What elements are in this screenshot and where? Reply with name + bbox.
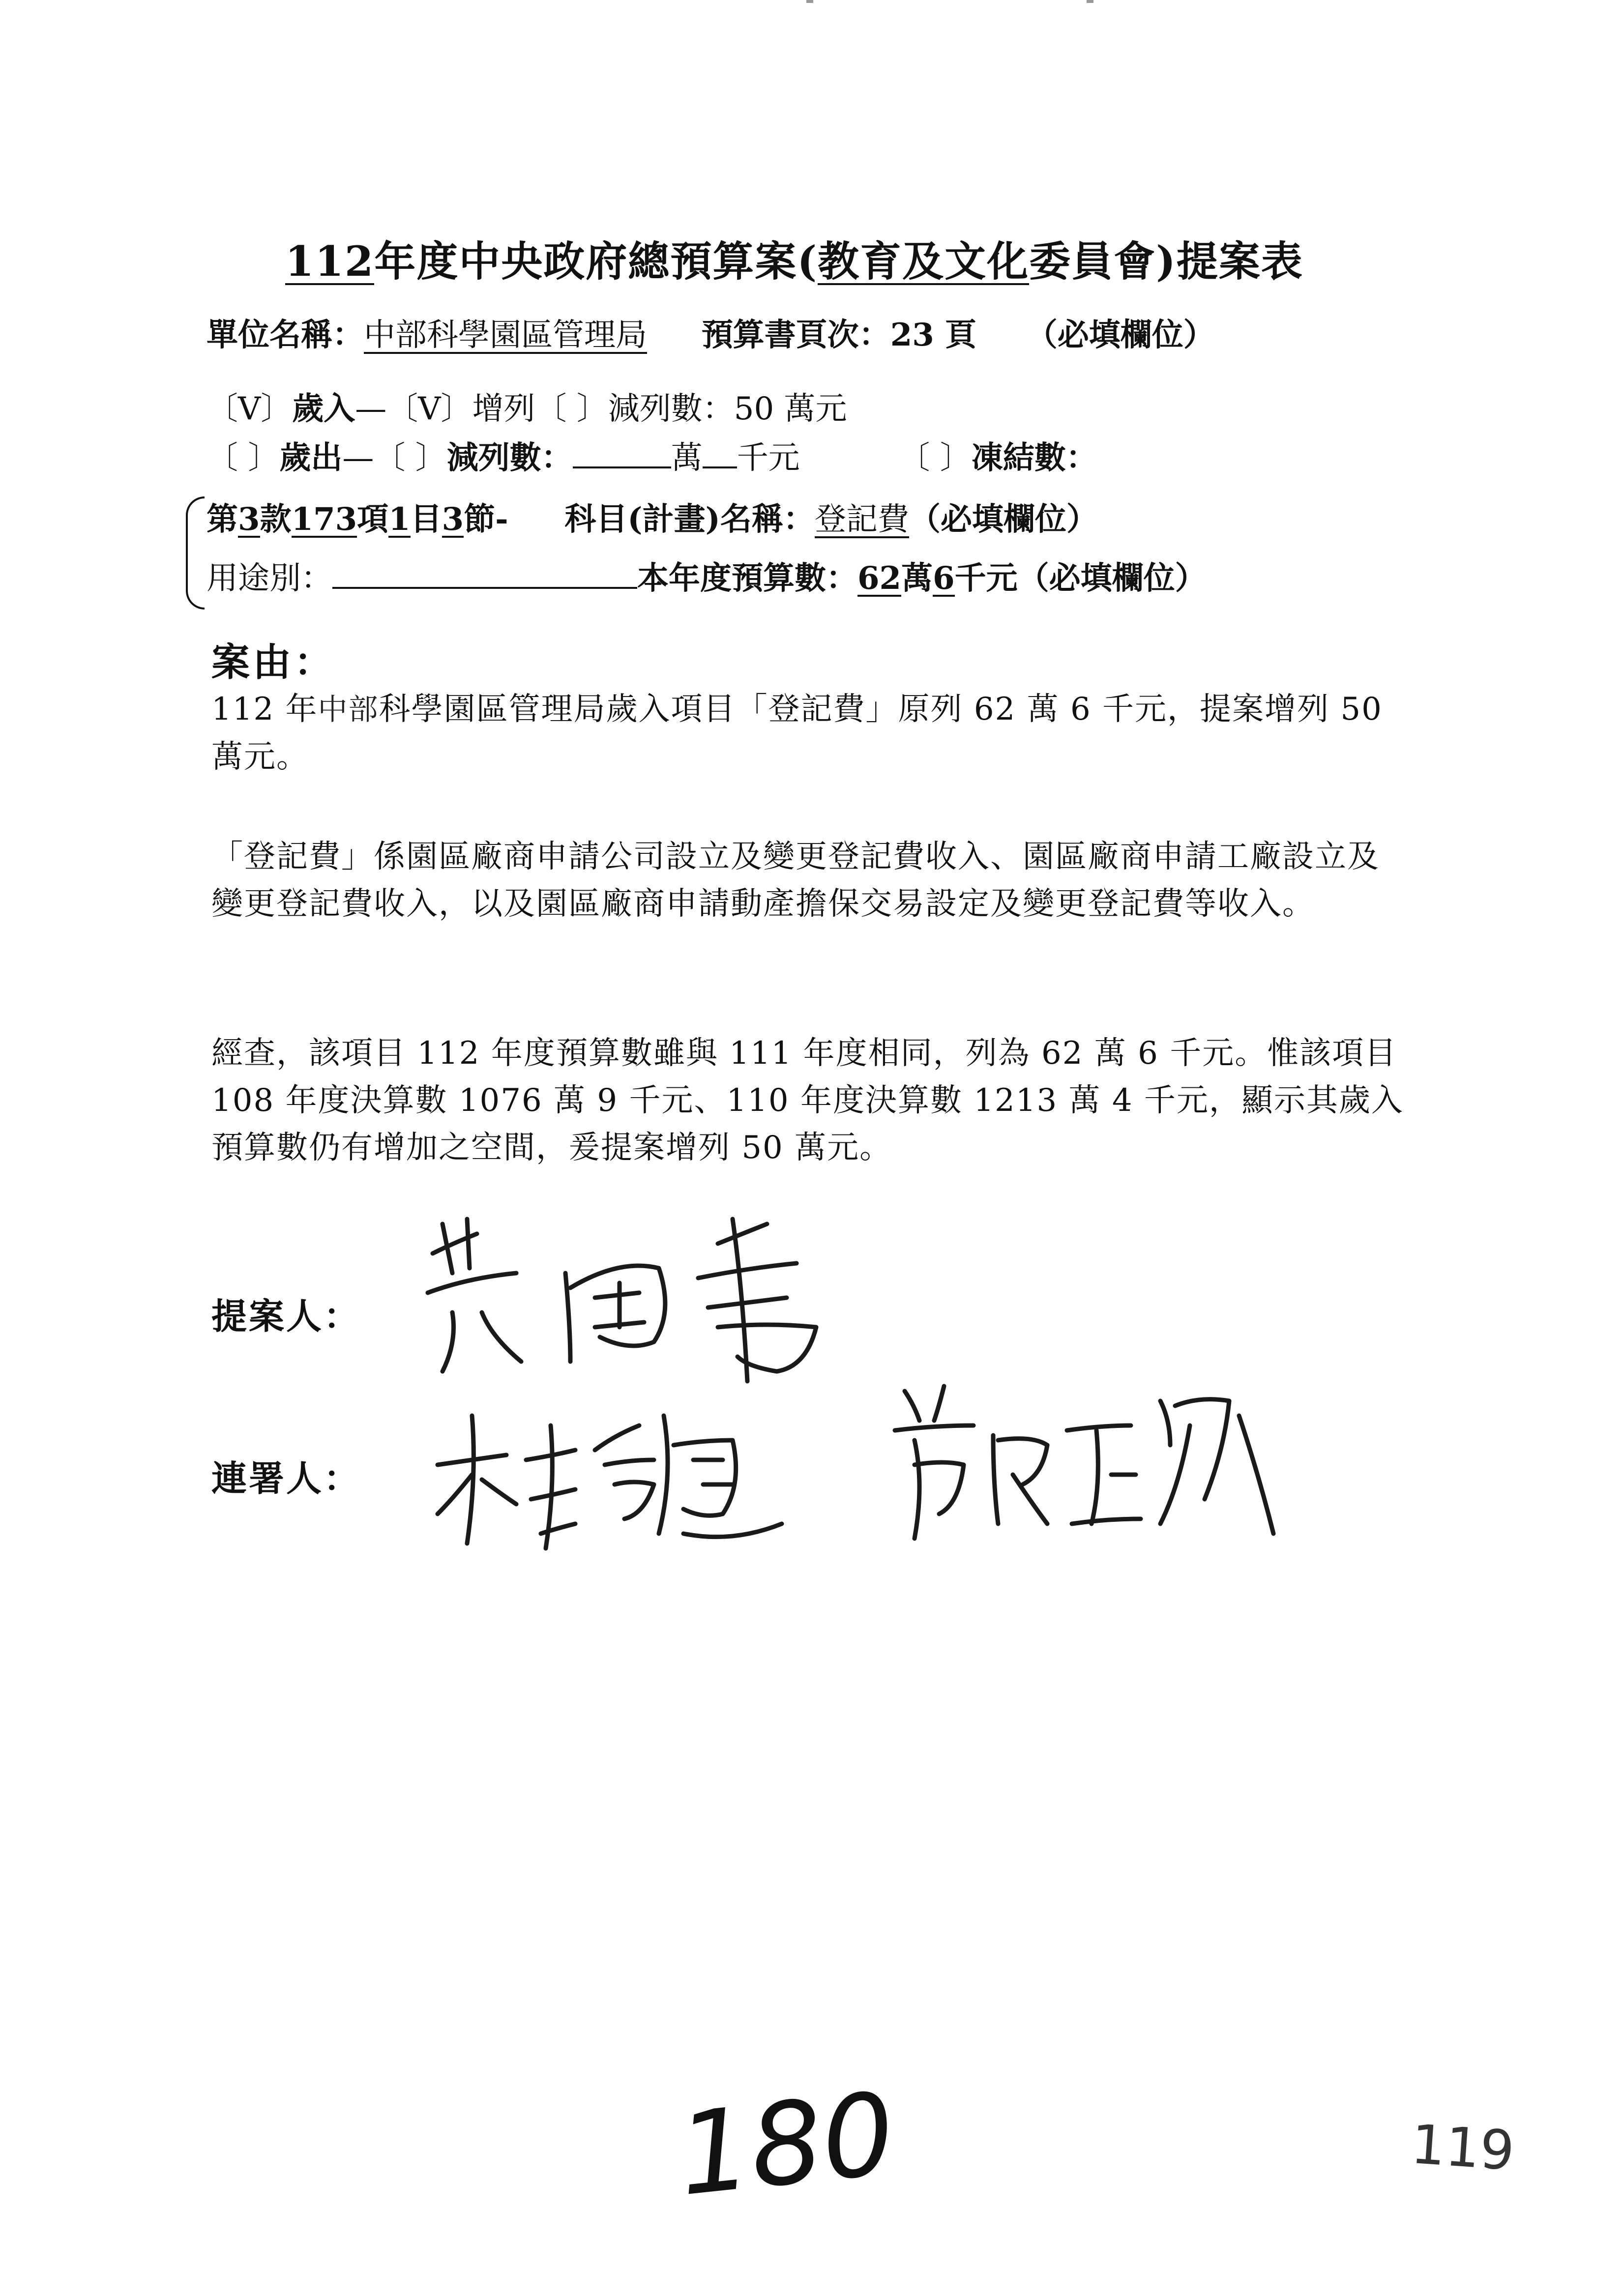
use-blank: [332, 555, 637, 589]
revenue-row: [207, 383, 847, 429]
p1-prefix: 112 年: [211, 691, 318, 727]
reason-paragraph-2: 「登記費」係園區廠商申請公司設立及變更登記費收入、園區廠商申請工廠設立及變更登記費收入，以及園區廠商申請動產擔保交易設定及變更登記費等收入。: [211, 839, 1380, 922]
budget-wan-number: 62: [857, 560, 902, 597]
budget-qian-number: 6: [933, 560, 955, 597]
scan-mark: [806, 0, 813, 3]
stamp-number: 180: [672, 2068, 901, 2222]
add-checkbox: 〔V〕: [386, 391, 472, 427]
revenue-label: 歲入: [292, 390, 355, 427]
section-bracket: [186, 496, 205, 610]
jie-number: 3: [442, 501, 464, 538]
title-committee: 教育及文化: [818, 237, 1030, 286]
expense-cut-label: 減列數：: [446, 439, 573, 476]
freeze-label: 凍結數：: [971, 439, 1097, 476]
xiang-number: 173: [291, 501, 357, 538]
unit-value: 中部科學園區管理局: [364, 317, 647, 353]
page-value: 23 頁: [890, 317, 977, 353]
kuan-number: 3: [238, 501, 260, 538]
expense-row: [207, 433, 1097, 478]
expense-checkbox: 〔 〕: [207, 440, 280, 476]
expense-dash: —: [342, 440, 374, 476]
subject-value: 登記費: [814, 501, 909, 538]
budget-required: （必填欄位）: [1017, 560, 1207, 597]
title-part2: 委員會)提案表: [1029, 237, 1303, 286]
page-label: 預算書頁次：: [701, 317, 890, 353]
cosigner-signature-1: [428, 1386, 870, 1563]
revenue-dash: —: [355, 391, 387, 427]
cut-checkbox: 〔 〕: [535, 391, 608, 427]
expense-label: 歲出: [279, 439, 343, 476]
budget-label: 本年度預算數：: [637, 560, 857, 597]
freeze-checkbox: 〔 〕: [898, 440, 972, 476]
add-label: 增列: [472, 391, 535, 427]
reason-heading: 案由：: [211, 640, 336, 685]
expense-cut-checkbox: 〔 〕: [374, 440, 447, 476]
unit-row: [207, 310, 1215, 355]
reason-paragraph-1: [211, 686, 1411, 781]
wan-label: 萬: [671, 440, 703, 476]
cosigner-label: 連署人：: [211, 1457, 361, 1499]
budget-wan-label: 萬: [901, 560, 933, 597]
wan-blank: [573, 435, 671, 468]
title-year: 112: [285, 237, 375, 286]
reason-paragraph-3: 經查，該項目 112 年度預算數雖與 111 年度相同，列為 62 萬 6 千元。惟該項目 108 年度決算數 1076 萬 9 千元、110 年度決算數 1213 萬 4 千元，顯示其歲入預算數仍有增加之空間，爰提案增列 50 萬元。: [211, 1035, 1404, 1166]
qian-label: 千元: [737, 440, 800, 476]
section-row: [207, 494, 1098, 539]
proposer-label: 提案人：: [211, 1295, 361, 1337]
revenue-checkbox: 〔V〕: [207, 391, 293, 427]
page-title: [285, 229, 1303, 288]
required-note: （必填欄位）: [1026, 317, 1215, 353]
qian-blank: [703, 435, 737, 468]
subject-required: （必填欄位）: [909, 501, 1098, 538]
revenue-cut-amount: 減列數：50 萬元: [608, 391, 847, 427]
cosigner-signature-2: [885, 1376, 1288, 1563]
p1-handwritten-insert: 中部: [318, 693, 379, 727]
scan-mark: [1087, 0, 1093, 3]
budget-qian-label: 千元: [954, 560, 1018, 597]
mu-label: 目: [410, 501, 442, 538]
use-label: 用途別：: [207, 560, 332, 597]
p1-body: 科學園區管理局歲入項目「登記費」原列 62 萬 6 千元，提案增列 50 萬元。: [211, 691, 1383, 775]
mu-number: 1: [388, 501, 411, 538]
use-row: [207, 553, 1207, 598]
subject-label: 科目(計畫)名稱：: [564, 501, 815, 538]
di-label: 第: [207, 501, 238, 538]
unit-label: 單位名稱：: [207, 317, 364, 353]
proposer-signature: [423, 1214, 865, 1391]
title-part1: 年度中央政府總預算案(: [374, 237, 818, 286]
jie-label: 節-: [464, 501, 508, 538]
page-number: 119: [1409, 2112, 1517, 2183]
xiang-label: 項: [357, 501, 389, 538]
kuan-label: 款: [260, 501, 292, 538]
